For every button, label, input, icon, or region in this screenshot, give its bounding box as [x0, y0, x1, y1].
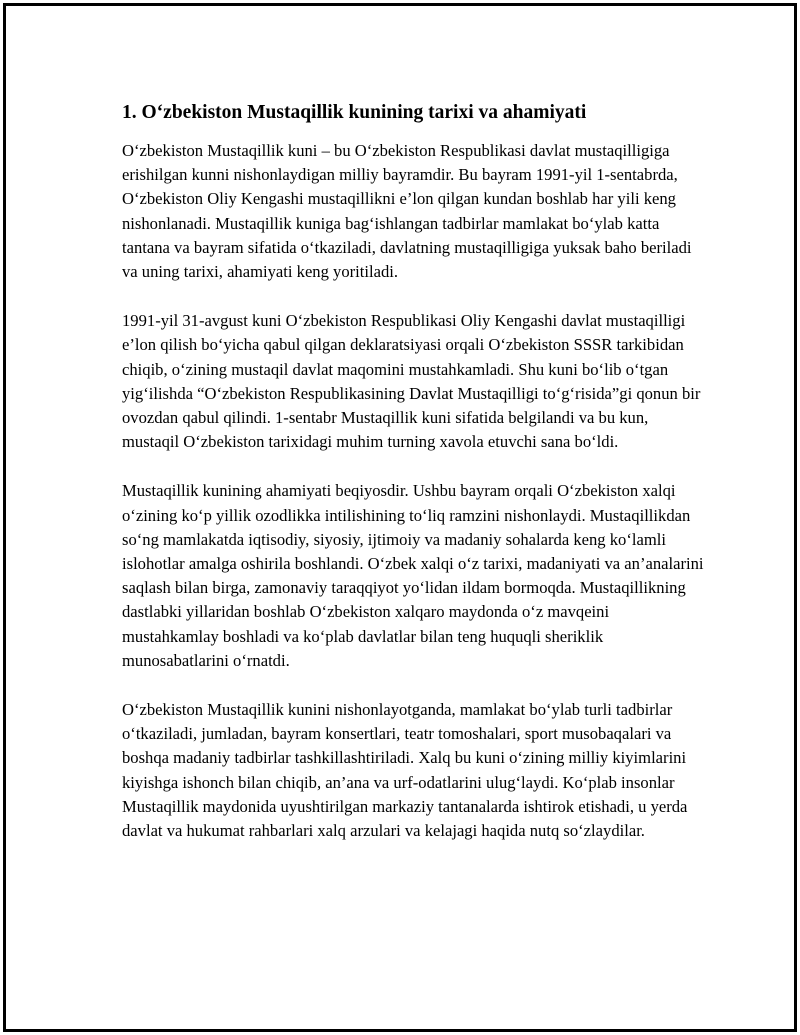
page-frame	[3, 3, 797, 1032]
section-heading: 1. O‘zbekiston Mustaqillik kunining tarixi va ahamiyati	[122, 102, 587, 123]
paragraph-4: O‘zbekiston Mustaqillik kunini nishonlayotganda, mamlakat bo‘ylab turli tadbirlar o‘tkaziladi, jumladan, bayram konsertlari, teatr tomoshalari, sport musobaqalari va boshqa madaniy tadbirlar tashkillashtiriladi. Xalq bu kuni o‘zining milliy kiyimlarini kiyishga ishonch bilan chiqib, an’ana va urf-odatlarini ulug‘laydi. Ko‘plab insonlar Mustaqillik maydonida uyushtirilgan markaziy tantanalarda ishtirok etishadi, u yerda davlat va hukumat rahbarlari xalq arzulari va kelajagi haqida nutq so‘zlaydilar.	[122, 700, 688, 841]
document-body	[122, 99, 704, 868]
paragraph-3: Mustaqillik kunining ahamiyati beqiyosdir. Ushbu bayram orqali O‘zbekiston xalqi o‘zining ko‘p yillik ozodlikka intilishining to‘liq ramzini nishonlaydi. Mustaqillikdan so‘ng mamlakatda iqtisodiy, siyosiy, ijtimoiy va madaniy sohalarda keng ko‘lamli islohotlar amalga oshirila boshlandi. O‘zbek xalqi o‘z tarixi, madaniyati va an’analarini saqlash bilan birga, zamonaviy taraqqiyot yo‘lidan ildam bormoqda. Mustaqillikning dastlabki yillaridan boshlab O‘zbekiston xalqaro maydonda o‘z mavqeini mustahkamlay boshladi va ko‘plab davlatlar bilan teng huquqli sheriklik munosabatlarini o‘rnatdi.	[122, 481, 704, 670]
paragraph-1: O‘zbekiston Mustaqillik kuni – bu O‘zbekiston Respublikasi davlat mustaqilligiga erishilgan kunni nishonlaydigan milliy bayramdir. Bu bayram 1991-yil 1-sentabrda, O‘zbekiston Oliy Kengashi mustaqillikni e’lon qilgan kundan boshlab har yili keng nishonlanadi. Mustaqillik kuniga bag‘ishlangan tadbirlar mamlakat bo‘ylab katta tantana va bayram sifatida o‘tkaziladi, davlatning mustaqilligiga yuksak baho beriladi va uning tarixi, ahamiyati keng yoritiladi.	[122, 141, 692, 282]
paragraph-2: 1991-yil 31-avgust kuni O‘zbekiston Respublikasi Oliy Kengashi davlat mustaqilligi e’lon qilish bo‘yicha qabul qilgan deklaratsiyasi orqali O‘zbekiston SSSR tarkibidan chiqib, o‘zining mustaqil davlat maqomini mustahkamladi. Shu kuni bo‘lib o‘tgan yig‘ilishda “O‘zbekiston Respublikasining Davlat Mustaqilligi to‘g‘risida”gi qonun bir ovozdan qabul qilindi. 1-sentabr Mustaqillik kuni sifatida belgilandi va bu kun, mustaqil O‘zbekiston tarixidagi muhim turning xavola etuvchi sana bo‘ldi.	[122, 311, 701, 452]
